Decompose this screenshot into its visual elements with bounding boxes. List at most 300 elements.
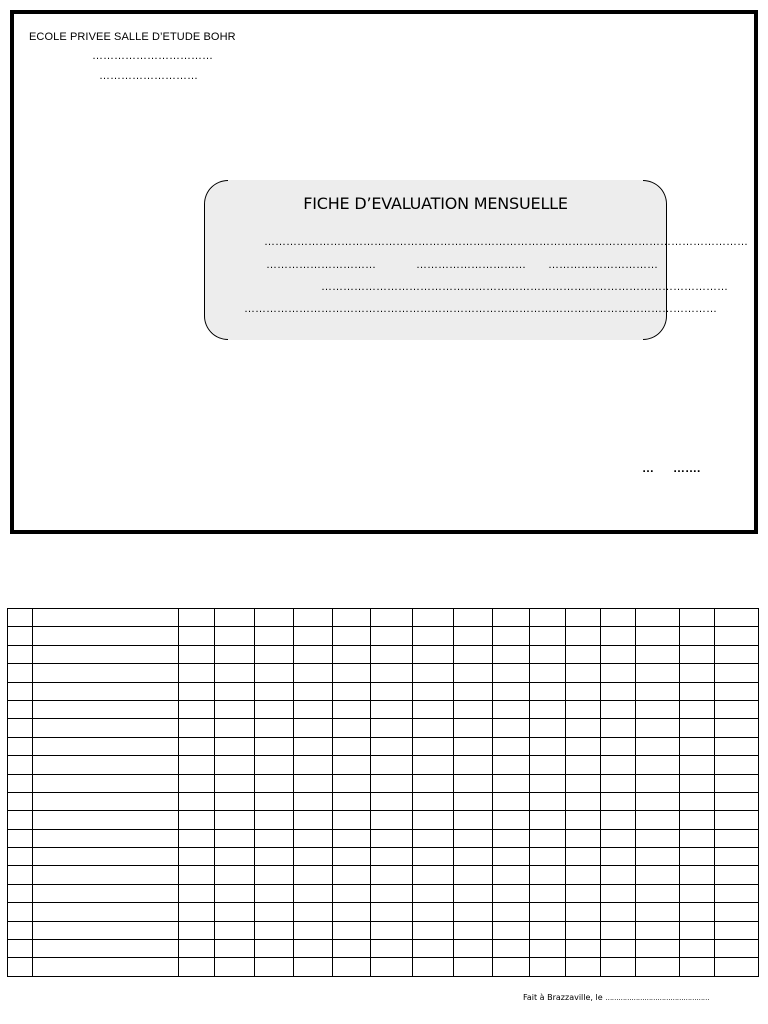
table-cell xyxy=(493,756,530,774)
table-cell xyxy=(8,609,33,627)
table-cell xyxy=(636,921,680,939)
table-cell xyxy=(566,884,601,902)
table-cell xyxy=(413,921,454,939)
table-cell xyxy=(680,609,715,627)
table-cell xyxy=(636,719,680,737)
bottom-right-dots-2: ……. xyxy=(673,461,701,475)
table-cell xyxy=(215,866,255,884)
table-cell xyxy=(636,627,680,645)
table-cell xyxy=(636,829,680,847)
table-cell xyxy=(413,903,454,921)
table-cell xyxy=(454,609,493,627)
table-cell xyxy=(8,664,33,682)
table-cell xyxy=(215,682,255,700)
table-cell xyxy=(255,958,294,976)
table-cell xyxy=(215,848,255,866)
table-cell xyxy=(294,756,333,774)
table-cell xyxy=(294,627,333,645)
table-cell xyxy=(493,958,530,976)
table-cell xyxy=(680,940,715,958)
table-cell xyxy=(255,903,294,921)
title-box-line-3: ………………………………………………………………………………………………… xyxy=(321,281,728,293)
table-cell xyxy=(33,884,179,902)
table-cell xyxy=(8,848,33,866)
table-cell xyxy=(413,792,454,810)
table-cell xyxy=(255,774,294,792)
table-cell xyxy=(493,921,530,939)
table-cell xyxy=(33,958,179,976)
table-cell xyxy=(255,792,294,810)
table-cell xyxy=(454,756,493,774)
table-cell xyxy=(255,940,294,958)
table-row xyxy=(8,921,759,939)
title-box-line-1: …………………………………………………………………………………………………………………… xyxy=(264,236,748,248)
table-cell xyxy=(179,829,215,847)
table-cell xyxy=(215,792,255,810)
table-cell xyxy=(333,609,371,627)
table-cell xyxy=(333,884,371,902)
table-cell xyxy=(413,737,454,755)
table-cell xyxy=(715,664,759,682)
table-cell xyxy=(33,682,179,700)
table-cell xyxy=(636,774,680,792)
table-cell xyxy=(371,903,413,921)
table-cell xyxy=(715,609,759,627)
table-cell xyxy=(33,792,179,810)
table-cell xyxy=(601,645,636,663)
table-cell xyxy=(530,682,566,700)
table-cell xyxy=(454,682,493,700)
table-cell xyxy=(371,719,413,737)
table-cell xyxy=(601,774,636,792)
table-cell xyxy=(566,903,601,921)
table-cell xyxy=(601,903,636,921)
table-cell xyxy=(530,884,566,902)
table-cell xyxy=(179,737,215,755)
table-cell xyxy=(454,719,493,737)
place-date-label: Fait à Brazzaville, le xyxy=(523,993,603,1002)
table-cell xyxy=(255,682,294,700)
table-cell xyxy=(566,921,601,939)
table-cell xyxy=(413,645,454,663)
table-cell xyxy=(33,627,179,645)
table-cell xyxy=(179,664,215,682)
table-cell xyxy=(413,756,454,774)
table-cell xyxy=(715,682,759,700)
table-cell xyxy=(215,645,255,663)
table-cell xyxy=(8,829,33,847)
table-cell xyxy=(33,829,179,847)
table-cell xyxy=(255,609,294,627)
table-cell xyxy=(215,737,255,755)
table-cell xyxy=(8,884,33,902)
table-cell xyxy=(294,774,333,792)
table-cell xyxy=(715,921,759,939)
table-cell xyxy=(33,719,179,737)
table-cell xyxy=(33,866,179,884)
table-cell xyxy=(530,848,566,866)
table-cell xyxy=(680,884,715,902)
title-box xyxy=(204,180,748,340)
table-cell xyxy=(371,958,413,976)
table-cell xyxy=(33,664,179,682)
table-cell xyxy=(179,884,215,902)
table-cell xyxy=(715,719,759,737)
table-cell xyxy=(33,737,179,755)
table-cell xyxy=(413,848,454,866)
table-cell xyxy=(493,737,530,755)
table-cell xyxy=(493,829,530,847)
table-cell xyxy=(601,627,636,645)
table-cell xyxy=(601,958,636,976)
table-cell xyxy=(33,609,179,627)
table-cell xyxy=(530,792,566,810)
table-cell xyxy=(566,627,601,645)
table-cell xyxy=(215,719,255,737)
table-cell xyxy=(179,940,215,958)
table-cell xyxy=(413,866,454,884)
table-cell xyxy=(179,700,215,718)
table-cell xyxy=(413,811,454,829)
table-cell xyxy=(493,811,530,829)
table-cell xyxy=(680,792,715,810)
table-cell xyxy=(294,848,333,866)
table-cell xyxy=(566,774,601,792)
table-cell xyxy=(715,737,759,755)
table-cell xyxy=(8,903,33,921)
table-cell xyxy=(680,664,715,682)
table-cell xyxy=(530,829,566,847)
table-cell xyxy=(371,792,413,810)
table-cell xyxy=(333,627,371,645)
table-cell xyxy=(636,645,680,663)
table-row xyxy=(8,884,759,902)
table-cell xyxy=(493,627,530,645)
document-frame xyxy=(10,10,758,534)
place-date-dots: ………………………………………… xyxy=(605,994,710,1002)
table-cell xyxy=(680,756,715,774)
table-cell xyxy=(636,903,680,921)
table-cell xyxy=(333,756,371,774)
table-cell xyxy=(179,811,215,829)
title-box-line-4: ………………………………………………………………………………………………………………… xyxy=(244,303,717,315)
table-cell xyxy=(530,921,566,939)
table-cell xyxy=(566,940,601,958)
table-cell xyxy=(294,737,333,755)
table-cell xyxy=(530,866,566,884)
table-row xyxy=(8,940,759,958)
table-row xyxy=(8,756,759,774)
table-cell xyxy=(530,645,566,663)
table-cell xyxy=(601,940,636,958)
table-cell xyxy=(715,884,759,902)
table-cell xyxy=(179,774,215,792)
table-cell xyxy=(566,756,601,774)
table-cell xyxy=(215,903,255,921)
table-cell xyxy=(179,848,215,866)
table-cell xyxy=(179,756,215,774)
table-row xyxy=(8,719,759,737)
table-cell xyxy=(413,719,454,737)
table-cell xyxy=(680,774,715,792)
table-cell xyxy=(601,811,636,829)
table-cell xyxy=(566,645,601,663)
table-row xyxy=(8,792,759,810)
table-row xyxy=(8,737,759,755)
table-cell xyxy=(454,811,493,829)
table-cell xyxy=(215,921,255,939)
table-cell xyxy=(8,940,33,958)
table-cell xyxy=(413,774,454,792)
table-cell xyxy=(636,792,680,810)
table-cell xyxy=(413,627,454,645)
table-row xyxy=(8,811,759,829)
table-cell xyxy=(636,700,680,718)
table-cell xyxy=(215,811,255,829)
table-cell xyxy=(371,884,413,902)
table-cell xyxy=(413,958,454,976)
table-cell xyxy=(179,903,215,921)
table-cell xyxy=(371,682,413,700)
table-cell xyxy=(680,829,715,847)
table-cell xyxy=(601,921,636,939)
table-cell xyxy=(294,792,333,810)
place-date-line xyxy=(523,993,709,1002)
table-cell xyxy=(530,700,566,718)
table-cell xyxy=(413,609,454,627)
table-cell xyxy=(530,609,566,627)
table-cell xyxy=(179,958,215,976)
table-cell xyxy=(8,958,33,976)
table-cell xyxy=(294,682,333,700)
table-cell xyxy=(493,700,530,718)
table-cell xyxy=(454,866,493,884)
table-cell xyxy=(530,627,566,645)
table-cell xyxy=(33,774,179,792)
table-cell xyxy=(333,921,371,939)
table-cell xyxy=(8,719,33,737)
table-cell xyxy=(33,811,179,829)
table-cell xyxy=(333,940,371,958)
table-cell xyxy=(530,774,566,792)
table-cell xyxy=(255,848,294,866)
table-cell xyxy=(333,811,371,829)
table-cell xyxy=(680,682,715,700)
table-cell xyxy=(294,884,333,902)
table-cell xyxy=(294,958,333,976)
table-cell xyxy=(371,866,413,884)
table-cell xyxy=(636,811,680,829)
table-cell xyxy=(530,958,566,976)
table-cell xyxy=(371,940,413,958)
table-cell xyxy=(566,866,601,884)
table-cell xyxy=(566,958,601,976)
table-cell xyxy=(8,756,33,774)
table-cell xyxy=(566,682,601,700)
table-cell xyxy=(371,921,413,939)
table-cell xyxy=(333,958,371,976)
table-cell xyxy=(33,940,179,958)
table-cell xyxy=(255,921,294,939)
table-row xyxy=(8,848,759,866)
table-cell xyxy=(255,866,294,884)
evaluation-table xyxy=(7,608,759,977)
table-cell xyxy=(215,756,255,774)
table-cell xyxy=(371,645,413,663)
table-cell xyxy=(454,958,493,976)
table-cell xyxy=(215,884,255,902)
table-cell xyxy=(680,811,715,829)
table-cell xyxy=(530,903,566,921)
table-cell xyxy=(566,719,601,737)
table-cell xyxy=(413,940,454,958)
table-cell xyxy=(566,792,601,810)
table-cell xyxy=(371,737,413,755)
table-cell xyxy=(255,627,294,645)
table-cell xyxy=(413,829,454,847)
table-cell xyxy=(371,609,413,627)
table-cell xyxy=(255,737,294,755)
table-cell xyxy=(566,700,601,718)
table-cell xyxy=(8,921,33,939)
table-cell xyxy=(255,756,294,774)
table-cell xyxy=(371,811,413,829)
table-cell xyxy=(215,958,255,976)
table-cell xyxy=(715,829,759,847)
table-cell xyxy=(371,627,413,645)
table-cell xyxy=(601,609,636,627)
table-cell xyxy=(601,756,636,774)
table-cell xyxy=(333,903,371,921)
table-cell xyxy=(255,645,294,663)
table-cell xyxy=(493,645,530,663)
table-cell xyxy=(530,737,566,755)
table-cell xyxy=(530,719,566,737)
table-cell xyxy=(8,645,33,663)
table-row xyxy=(8,866,759,884)
table-cell xyxy=(601,700,636,718)
table-cell xyxy=(454,645,493,663)
table-cell xyxy=(333,682,371,700)
table-cell xyxy=(680,719,715,737)
table-cell xyxy=(454,700,493,718)
table-cell xyxy=(8,792,33,810)
table-cell xyxy=(680,848,715,866)
table-cell xyxy=(454,848,493,866)
table-cell xyxy=(493,940,530,958)
table-cell xyxy=(566,609,601,627)
school-name: ECOLE PRIVEE SALLE D’ETUDE BOHR xyxy=(29,31,236,43)
table-cell xyxy=(601,829,636,847)
table-cell xyxy=(371,664,413,682)
table-cell xyxy=(294,829,333,847)
table-cell xyxy=(566,829,601,847)
table-cell xyxy=(680,903,715,921)
table-cell xyxy=(215,700,255,718)
table-cell xyxy=(179,866,215,884)
table-cell xyxy=(333,792,371,810)
table-cell xyxy=(179,682,215,700)
table-cell xyxy=(371,700,413,718)
table-row xyxy=(8,829,759,847)
table-cell xyxy=(413,884,454,902)
title-box-line-2b: ………………………… xyxy=(416,259,526,271)
table-cell xyxy=(715,627,759,645)
table-cell xyxy=(454,774,493,792)
table-cell xyxy=(333,664,371,682)
table-cell xyxy=(636,848,680,866)
table-cell xyxy=(680,645,715,663)
table-row xyxy=(8,774,759,792)
table-cell xyxy=(680,921,715,939)
table-cell xyxy=(215,664,255,682)
table-cell xyxy=(454,737,493,755)
table-cell xyxy=(636,664,680,682)
table-cell xyxy=(179,609,215,627)
table-cell xyxy=(566,664,601,682)
table-cell xyxy=(454,664,493,682)
table-cell xyxy=(294,903,333,921)
table-cell xyxy=(333,848,371,866)
table-cell xyxy=(493,884,530,902)
table-cell xyxy=(371,848,413,866)
table-cell xyxy=(601,664,636,682)
table-cell xyxy=(636,884,680,902)
table-cell xyxy=(493,774,530,792)
table-row xyxy=(8,627,759,645)
table-cell xyxy=(715,903,759,921)
table-cell xyxy=(255,811,294,829)
table-cell xyxy=(636,940,680,958)
table-cell xyxy=(179,627,215,645)
table-cell xyxy=(294,921,333,939)
table-cell xyxy=(636,682,680,700)
table-cell xyxy=(715,940,759,958)
table-cell xyxy=(179,719,215,737)
table-row xyxy=(8,609,759,627)
table-cell xyxy=(636,958,680,976)
table-cell xyxy=(715,958,759,976)
table-cell xyxy=(333,645,371,663)
table-cell xyxy=(493,719,530,737)
table-cell xyxy=(493,903,530,921)
table-row xyxy=(8,903,759,921)
table-cell xyxy=(715,848,759,866)
table-cell xyxy=(413,664,454,682)
table-cell xyxy=(454,921,493,939)
table-cell xyxy=(33,700,179,718)
table-cell xyxy=(215,627,255,645)
table-cell xyxy=(33,645,179,663)
table-cell xyxy=(601,792,636,810)
table-cell xyxy=(255,829,294,847)
table-cell xyxy=(294,645,333,663)
table-cell xyxy=(33,756,179,774)
table-cell xyxy=(371,756,413,774)
table-cell xyxy=(294,719,333,737)
table-cell xyxy=(530,664,566,682)
table-cell xyxy=(215,774,255,792)
table-cell xyxy=(333,866,371,884)
table-cell xyxy=(715,645,759,663)
table-cell xyxy=(680,958,715,976)
table-cell xyxy=(8,866,33,884)
table-cell xyxy=(680,627,715,645)
table-cell xyxy=(294,700,333,718)
table-cell xyxy=(179,792,215,810)
table-row xyxy=(8,664,759,682)
table-cell xyxy=(680,737,715,755)
